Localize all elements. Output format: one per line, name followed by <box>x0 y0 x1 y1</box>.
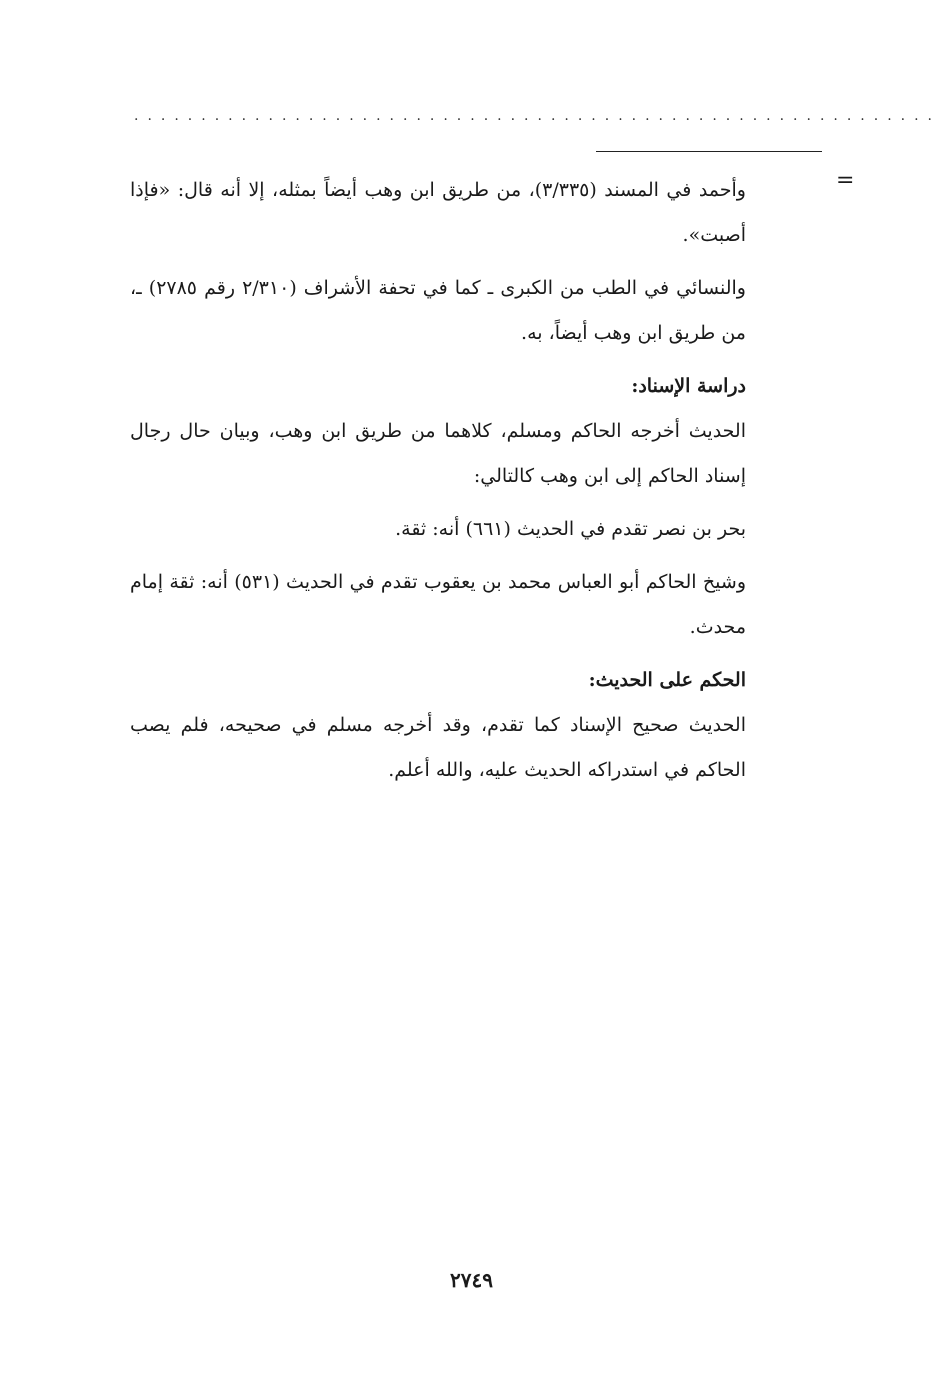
continuation-mark: = <box>836 168 855 193</box>
paragraph-nasai: والنسائي في الطب من الكبرى ـ كما في تحفة الأشراف (٢/٣١٠ رقم ٢٧٨٥) ـ، من طريق ابن وهب أيضاً، به. <box>130 277 746 344</box>
paragraph-bahr-ibn-nasr: بحر بن نصر تقدم في الحديث (٦٦١) أنه: ثقة. <box>395 518 746 540</box>
page-content <box>130 168 746 793</box>
paragraph-ruling: الحديث صحيح الإسناد كما تقدم، وقد أخرجه مسلم في صحيحه، فلم يصب الحاكم في استدراكه الحديث عليه، والله أعلم. <box>130 714 746 781</box>
paragraph-hakim-muslim: الحديث أخرجه الحاكم ومسلم، كلاهما من طريق ابن وهب، وبيان حال رجال إسناد الحاكم إلى ابن وهب كالتالي: <box>130 420 746 487</box>
dotted-separator: ............................................................ <box>134 108 942 124</box>
page-number: ٢٧٤٩ <box>450 1268 493 1292</box>
heading-hadith-ruling: الحكم على الحديث: <box>588 669 746 691</box>
footnote-rule <box>596 151 822 152</box>
heading-isnad-study: دراسة الإسناد: <box>631 375 746 397</box>
paragraph-abu-al-abbas: وشيخ الحاكم أبو العباس محمد بن يعقوب تقدم في الحديث (٥٣١) أنه: ثقة إمام محدث. <box>130 571 746 638</box>
paragraph-ahmad: وأحمد في المسند (٣/٣٣٥)، من طريق ابن وهب أيضاً بمثله، إلا أنه قال: «فإذا أصبت». <box>130 179 746 246</box>
